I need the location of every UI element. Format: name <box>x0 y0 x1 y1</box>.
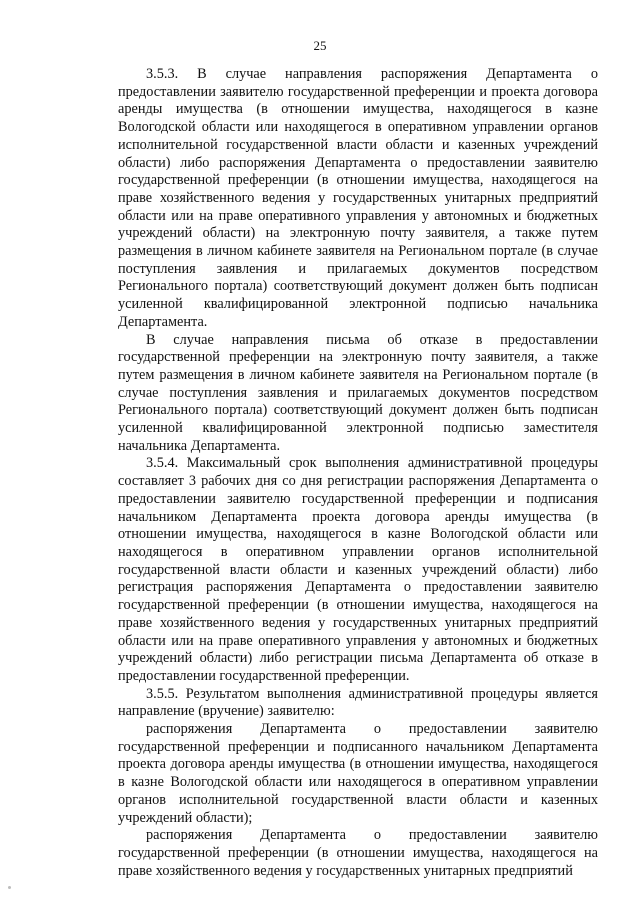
paragraph-refusal-letter: В случае направления письма об отказе в предоставлении государственной преференции на электронную почту заявителя, а также путем размещения в личном кабинете заявителя на Региональном портале (в случае поступления заявления и прилагаемых документов посредством Регионального портала) соответствующий документ должен быть подписан усиленной квалифицированной электронной подписью заместителя начальника Департамента. <box>118 331 598 454</box>
paragraph-3-5-3: 3.5.3. В случае направления распоряжения Департамента о предоставлении заявителю государственной преференции и проекта договора аренды имущества (в отношении имущества, находящегося в казне Вологодской области или находящегося в оперативном управлении органов исполнительной государственной власти области и казенных учреждений области) либо распоряжения Департамента о предоставлении заявителю государственной преференции (в отношении имущества, находящегося на праве хозяйственного ведения у государственных унитарных предприятий области или на праве оперативного управления у автономных и бюджетных учреждений области) на электронную почту заявителя, а также путем размещения в личном кабинете заявителя на Региональном портале (в случае поступления заявления и прилагаемых документов посредством Регионального портала) соответствующий документ должен быть подписан усиленной квалифицированной электронной подписью начальника Департамента. <box>118 66 598 330</box>
document-body <box>118 66 598 880</box>
scan-artifact <box>8 886 11 889</box>
paragraph-result-item-1: распоряжения Департамента о предоставлении заявителю государственной преференции и подписанного начальником Департамента проекта договора аренды имущества (в отношении имущества, находящегося в казне Вологодской области или находящегося в оперативном управлении органов исполнительной государственной власти области и казенных учреждений области); <box>118 721 598 826</box>
paragraph-result-item-2: распоряжения Департамента о предоставлении заявителю государственной преференции (в отношении имущества, находящегося на праве хозяйственного ведения у государственных унитарных предприятий <box>118 827 598 879</box>
paragraph-3-5-5: 3.5.5. Результатом выполнения административной процедуры является направление (вручение) заявителю: <box>118 685 598 720</box>
paragraph-3-5-4: 3.5.4. Максимальный срок выполнения административной процедуры составляет 3 рабочих дня со дня регистрации распоряжения Департамента о предоставлении заявителю государственной преференции и подписания начальником Департамента проекта договора аренды имущества (в отношении имущества, находящегося в казне Вологодской области или находящегося в оперативном управлении органов исполнительной государственной власти области и казенных учреждений области) либо регистрация распоряжения Департамента о предоставлении заявителю государственной преференции (в отношении имущества, находящегося на праве хозяйственного ведения у государственных унитарных предприятий области или на праве оперативного управления у автономных и бюджетных учреждений области) либо регистрации письма Департамента об отказе в предоставлении государственной преференции. <box>118 455 598 684</box>
page-number: 25 <box>313 38 327 53</box>
